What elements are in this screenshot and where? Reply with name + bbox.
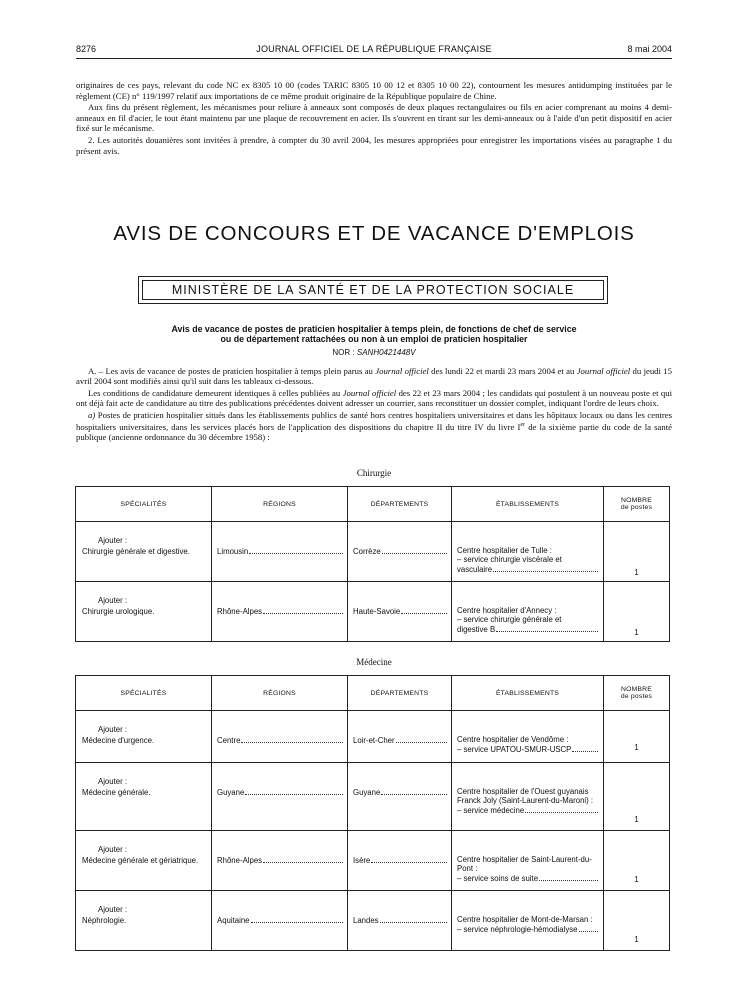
column-header-nombre: NOMBRE de postes xyxy=(604,676,670,711)
cell-nombre: 1 xyxy=(604,582,670,642)
cell-specialite: Ajouter : Chirurgie générale et digestive. xyxy=(76,522,212,582)
body-paragraph: Les conditions de candidature demeurent identiques à celles publiées au Journal officiel des 22 et 23 mars 2004 ; les candidats qui postulent à un nouveau poste et qui ont déjà fait acte de candidature au titre des publications précédentes doivent adresser un courrier, sans reconstituer un dossier complet, indiquant l'ordre de leurs choix. xyxy=(76,387,672,409)
cell-specialite: Ajouter : Médecine générale et gériatrique. xyxy=(76,831,212,891)
ministry-box xyxy=(138,276,608,304)
cell-region: Rhône-Alpes xyxy=(212,582,348,642)
intro-text xyxy=(76,80,672,157)
table-header-row xyxy=(76,487,670,522)
posts-table-chirurgie xyxy=(75,486,670,642)
cell-etablissement: Centre hospitalier de Saint-Laurent-du-Pont : – service soins de suite xyxy=(452,831,604,891)
cell-departement: Isère xyxy=(348,831,452,891)
cell-specialite: Ajouter : Chirurgie urologique. xyxy=(76,582,212,642)
cell-etablissement: Centre hospitalier d'Annecy : – service chirurgie générale et digestive B xyxy=(452,582,604,642)
table-row xyxy=(76,522,670,582)
column-header-nombre: NOMBRE de postes xyxy=(604,487,670,522)
column-header-regions: RÉGIONS xyxy=(212,676,348,711)
cell-etablissement: Centre hospitalier de Tulle : – service chirurgie viscérale et vasculaire xyxy=(452,522,604,582)
cell-etablissement: Centre hospitalier de Mont-de-Marsan : – service néphrologie-hémodialyse xyxy=(452,891,604,951)
cell-region: Aquitaine xyxy=(212,891,348,951)
column-header-etablissements: ÉTABLISSEMENTS xyxy=(452,487,604,522)
cell-region: Centre xyxy=(212,711,348,763)
posts-table-medecine xyxy=(75,675,670,951)
table-caption: Médecine xyxy=(356,657,392,667)
cell-nombre: 1 xyxy=(604,831,670,891)
cell-region: Guyane xyxy=(212,763,348,831)
cell-departement: Landes xyxy=(348,891,452,951)
table-header-row xyxy=(76,676,670,711)
nor-label: NOR : xyxy=(332,348,355,357)
column-header-departements: DÉPARTEMENTS xyxy=(348,676,452,711)
avis-title-line: Avis de vacance de postes de praticien hospitalier à temps plein, de fonctions de chef de service xyxy=(171,324,577,334)
cell-departement: Loir-et-Cher xyxy=(348,711,452,763)
column-header-departements: DÉPARTEMENTS xyxy=(348,487,452,522)
ministry-name: MINISTÈRE DE LA SANTÉ ET DE LA PROTECTION SOCIALE xyxy=(142,280,604,300)
cell-departement: Guyane xyxy=(348,763,452,831)
column-header-specialites: SPÉCIALITÉS xyxy=(76,676,212,711)
table-row xyxy=(76,763,670,831)
cell-nombre: 1 xyxy=(604,891,670,951)
cell-specialite: Ajouter : Néphrologie. xyxy=(76,891,212,951)
avis-title xyxy=(100,324,648,344)
avis-title-line: ou de département rattachées ou non à un emploi de praticien hospitalier xyxy=(220,334,528,344)
body-text xyxy=(76,366,672,444)
column-header-etablissements: ÉTABLISSEMENTS xyxy=(452,676,604,711)
cell-nombre: 1 xyxy=(604,522,670,582)
column-header-specialites: SPÉCIALITÉS xyxy=(76,487,212,522)
page-number: 8276 xyxy=(76,44,97,54)
table-row xyxy=(76,831,670,891)
body-paragraph: A. – Les avis de vacance de postes de praticien hospitalier à temps plein parus au Journal officiel des lundi 22 et mardi 23 mars 2004 et au Journal officiel du jeudi 15 avril 2004 sont modifiés ainsi qu'il suit dans les tableaux ci-dessous. xyxy=(76,366,672,387)
table-row xyxy=(76,582,670,642)
column-header-regions: RÉGIONS xyxy=(212,487,348,522)
cell-nombre: 1 xyxy=(604,711,670,763)
intro-paragraph: 2. Les autorités douanières sont invitées à prendre, à compter du 30 avril 2004, les mesures appropriées pour enregistrer les importations visées au paragraphe 1 du présent avis. xyxy=(76,134,672,156)
cell-region: Limousin xyxy=(212,522,348,582)
journal-title: JOURNAL OFFICIEL DE LA RÉPUBLIQUE FRANÇAISE xyxy=(256,44,492,54)
cell-etablissement: Centre hospitalier de Vendôme : – service UPATOU-SMUR-USCP xyxy=(452,711,604,763)
section-title: AVIS DE CONCOURS ET DE VACANCE D'EMPLOIS xyxy=(113,222,635,245)
nor-reference xyxy=(0,348,748,357)
nor-code: SANH0421448V xyxy=(356,348,416,357)
cell-departement: Haute-Savoie xyxy=(348,582,452,642)
header-rule xyxy=(76,58,672,59)
issue-date: 8 mai 2004 xyxy=(627,44,672,54)
cell-nombre: 1 xyxy=(604,763,670,831)
table-caption: Chirurgie xyxy=(356,468,392,478)
cell-specialite: Ajouter : Médecine générale. xyxy=(76,763,212,831)
cell-etablissement: Centre hospitalier de l'Ouest guyanais Franck Joly (Saint-Laurent-du-Maroni) : – service médecine xyxy=(452,763,604,831)
table-row xyxy=(76,891,670,951)
cell-departement: Corrèze xyxy=(348,522,452,582)
intro-paragraph: Aux fins du présent règlement, les mécanismes pour reliure à anneaux sont composés de deux plaques rectangulaires ou fils en acier comprenant au moins 4 demi-anneaux en fil d'acier, le tout étant maintenu par une plaque de recouvrement en acier. Ils s'ouvrent en tirant sur les demi-anneaux ou à l'aide d'un petit dispositif en acier fixé sur le mécanisme. xyxy=(76,102,672,134)
intro-paragraph: originaires de ces pays, relevant du code NC ex 8305 10 00 (codes TARIC 8305 10 00 12 et 8305 10 00 22), contournent les mesures antidumping instituées par le règlement (CE) n° 119/1997 relatif aux importations de ce même produit originaire de la République populaire de Chine. xyxy=(76,80,672,101)
table-row xyxy=(76,711,670,763)
cell-region: Rhône-Alpes xyxy=(212,831,348,891)
body-paragraph: a) Postes de praticien hospitalier situés dans les établissements publics de santé hors centres hospitaliers universitaires et dans les hôpitaux locaux ou dans les centres hospitaliers universitaires, dans les services placés hors de l'application des dispositions du chapitre II du titre IV du livre Ier de la sixième partie du code de la santé publique (ancienne ordonnance du 30 décembre 1958) : xyxy=(76,409,672,443)
cell-specialite: Ajouter : Médecine d'urgence. xyxy=(76,711,212,763)
